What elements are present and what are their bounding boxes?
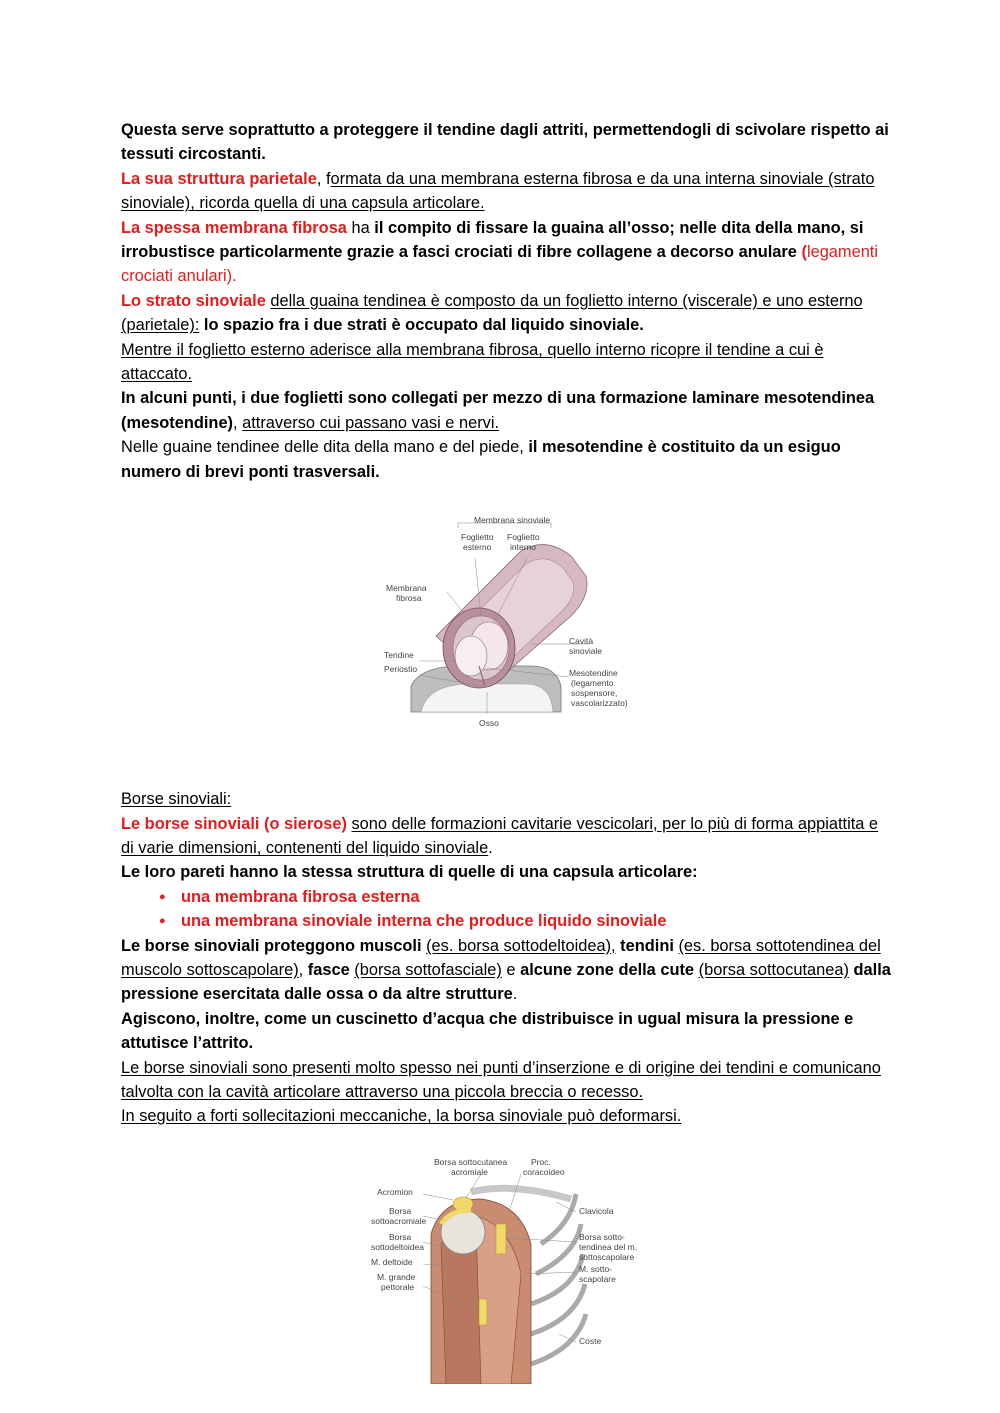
paragraph-cushion: Agiscono, inoltre, come un cuscinetto d’acqua che distribuisce in ugual misura la pressione e attutisce l’attrito. (121, 1009, 854, 1053)
document-page (121, 118, 891, 1384)
paragraph-mesotendon: In alcuni punti, i due foglietti sono collegati per mezzo di una formazione laminare mesotendinea (mesotendine), attraverso cui passano vasi e nervi. (121, 389, 875, 432)
label-m-sottoscapolare: M. sotto- (579, 1263, 613, 1274)
highlight-term: La sua struttura parietale (121, 169, 317, 188)
paragraph-synovial-layer: Lo strato sinoviale della guaina tendinea è composto da un foglietto interno (viscerale) e uno esterno (parietale): lo spazio fra i due strati è occupato dal liquido sinoviale. (121, 291, 863, 335)
svg-text:fibrosa: fibrosa (396, 593, 422, 604)
paragraph-parietal-structure: La sua struttura parietale, formata da una membrana esterna fibrosa e da una interna sinoviale (strato sinoviale), ricorda quella di una capsula articolare. (121, 169, 875, 213)
list-item: ● una membrana sinoviale interna che produce liquido sinoviale (159, 909, 891, 933)
paragraph-intro: Questa serve soprattutto a proteggere il tendine dagli attriti, permettendogli di scivolare rispetto ai tessuti circostanti. (121, 121, 889, 164)
svg-text:esterno: esterno (463, 542, 492, 553)
label-m-grande-pettorale: M. grande (377, 1271, 416, 1282)
list-item: ● una membrana fibrosa esterna (159, 885, 891, 909)
highlight-term: Lo strato sinoviale (121, 291, 266, 310)
label-osso: Osso (479, 718, 499, 729)
wall-layers-list (121, 885, 891, 934)
paragraph-bursae-definition: Le borse sinoviali (o sierose) sono delle formazioni cavitarie vescicolari, per lo più di forma appiattita e di varie dimensioni, contenenti del liquido sinoviale. (121, 814, 879, 857)
svg-text:sottoacromiale: sottoacromiale (371, 1215, 427, 1226)
svg-text:tendinea del m.: tendinea del m. (579, 1241, 638, 1252)
label-proc-coracoideo: Proc. (531, 1156, 551, 1167)
shoulder-bursae-illustration (371, 1154, 641, 1384)
label-mesotendine: Mesotendine (569, 668, 618, 679)
label-borsa-sottodeltoidea: Borsa (389, 1231, 412, 1242)
svg-text:sottoscapolare: sottoscapolare (579, 1251, 635, 1262)
paragraph-finger-sheaths: Nelle guaine tendinee delle dita della mano e del piede, il mesotendine è costituito da un esiguo numero di brevi ponti trasversali. (121, 438, 841, 481)
label-borsa-sottoacromiale: Borsa (389, 1205, 412, 1216)
svg-text:coracoideo: coracoideo (523, 1166, 565, 1177)
svg-text:scapolare: scapolare (579, 1273, 616, 1284)
label-periostio: Periostio (384, 664, 418, 675)
label-borsa-sottotendinea: Borsa sotto- (579, 1231, 625, 1242)
svg-text:pettorale: pettorale (381, 1281, 415, 1292)
label-membrana-fibrosa: Membrana (386, 583, 427, 594)
paragraph-bursae-protection: Le borse sinoviali proteggono muscoli (es. borsa sottodeltoidea), tendini (es. borsa sottotendinea del muscolo sottoscapolare), fasce (borsa sottofasciale) e alcune zone della cute (borsa sottocutanea) dalla pressione esercitata dalle ossa o da altre strutture. (121, 936, 891, 1004)
svg-text:interno: interno (510, 542, 536, 553)
label-coste: Coste (579, 1335, 602, 1346)
label-clavicola: Clavicola (579, 1205, 614, 1216)
paragraph-fibrous-membrane: La spessa membrana fibrosa ha il compito di fissare la guaina all’osso; nelle dita della mano, si irrobustisce particolarmente grazie a fasci crociati di fibre collagene a decorso anulare (legamenti crociati anulari). (121, 218, 879, 286)
label-tendine: Tendine (384, 650, 414, 661)
highlight-term: La spessa membrana fibrosa (121, 218, 347, 237)
section-title: Borse sinoviali: (121, 790, 232, 809)
label-cavita-sinoviale: Cavità (569, 636, 594, 647)
svg-text:(legamento: (legamento (571, 678, 614, 689)
highlight-term: Le borse sinoviali (o sierose) (121, 814, 347, 833)
label-m-deltoide: M. deltoide (371, 1256, 413, 1267)
label-membrana-sinoviale: Membrana sinoviale (474, 516, 551, 526)
svg-text:sospensore,: sospensore, (571, 688, 618, 699)
paragraph-deformation: In seguito a forti sollecitazioni meccaniche, la borsa sinoviale può deformarsi. (121, 1107, 682, 1126)
label-foglietto-esterno: Foglietto (461, 532, 494, 543)
shoulder-bursae-figure (371, 1154, 641, 1384)
svg-text:vascolarizzato): vascolarizzato) (571, 698, 628, 709)
label-borsa-sottocutanea-acromiale: Borsa sottocutanea (434, 1156, 508, 1167)
tendon-sheath-figure (381, 516, 631, 734)
paragraph-outer-leaflet: Mentre il foglietto esterno aderisce alla membrana fibrosa, quello interno ricopre il tendine a cui è attaccato. (121, 340, 824, 384)
svg-text:acromiale: acromiale (451, 1166, 488, 1177)
paragraph-bursae-walls: Le loro pareti hanno la stessa struttura di quelle di una capsula articolare: (121, 863, 698, 882)
tendon-sheath-illustration (381, 516, 631, 734)
svg-text:sottodeltoidea: sottodeltoidea (371, 1241, 424, 1252)
label-foglietto-interno: Foglietto (507, 532, 540, 543)
label-acromion: Acromion (377, 1186, 413, 1197)
paragraph-insertion-points: Le borse sinoviali sono presenti molto spesso nei punti d’inserzione e di origine dei tendini e comunicano talvolta con la cavità articolare attraverso una piccola breccia o recesso. (121, 1058, 881, 1101)
svg-text:sinoviale: sinoviale (569, 646, 603, 657)
